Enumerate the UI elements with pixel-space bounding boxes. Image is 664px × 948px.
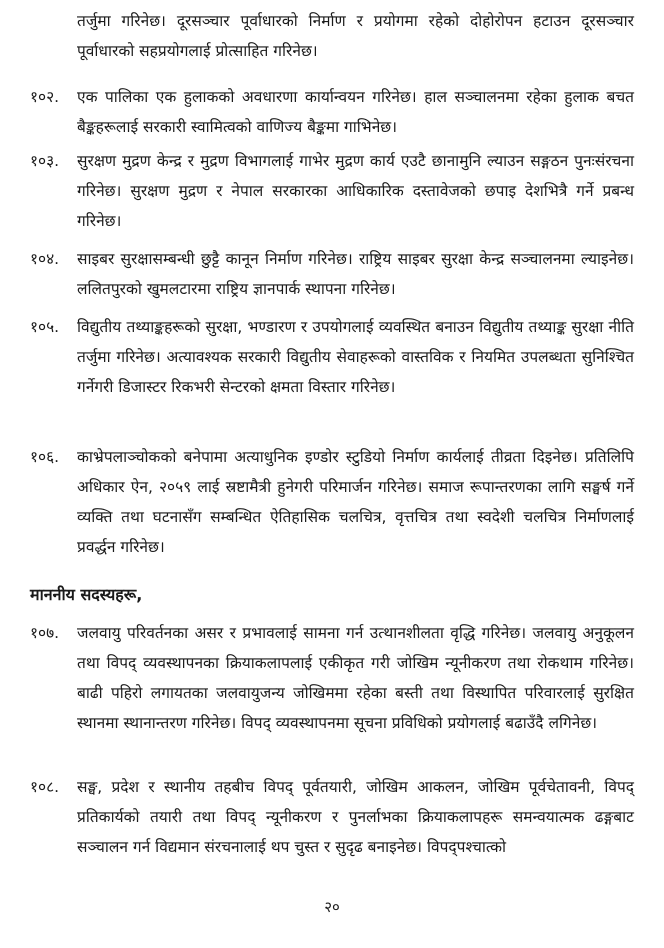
paragraph-102 [30, 82, 634, 142]
paragraph-number: १०२. [30, 88, 60, 106]
paragraph-number: १०५. [30, 318, 60, 336]
paragraph-text: जलवायु परिवर्तनका असर र प्रभावलाई सामना गर्न उत्थानशीलता वृद्धि गरिनेछ। जलवायु अनुकूलन तथा विपद् व्यवस्थापनका क्रियाकलापलाई एकीकृत गरी जोखिम न्यूनीकरण तथा रोकथाम गरिनेछ। बाढी पहिरो लगायतका जलवायुजन्य जोखिममा रहेका बस्ती तथा विस्थापित परिवारलाई सुरक्षित स्थानमा स्थानान्तरण गरिनेछ। विपद् व्यवस्थापनमा सूचना प्रविधिको प्रयोगलाई बढाउँदै लगिनेछ। [77, 624, 634, 732]
paragraph-103 [30, 146, 634, 236]
paragraph-number: १०८. [30, 778, 60, 796]
paragraph-text: एक पालिका एक हुलाकको अवधारणा कार्यान्वयन गरिनेछ। हाल सञ्चालनमा रहेका हुलाक बचत बैङ्कहरूलाई सरकारी स्वामित्वको वाणिज्य बैङ्कमा गाभिनेछ। [77, 88, 634, 136]
paragraph-text: विद्युतीय तथ्याङ्कहरूको सुरक्षा, भण्डारण र उपयोगलाई व्यवस्थित बनाउन विद्युतीय तथ्याङ्क सुरक्षा नीति तर्जुमा गरिनेछ। अत्यावश्यक सरकारी विद्युतीय सेवाहरूको वास्तविक र नियमित उपलब्धता सुनिश्चित गर्नेगरी डिजास्टर रिकभरी सेन्टरको क्षमता विस्तार गरिनेछ। [77, 318, 634, 396]
paragraph-text: सङ्घ, प्रदेश र स्थानीय तहबीच विपद् पूर्वतयारी, जोखिम आकलन, जोखिम पूर्वचेतावनी, विपद् प्रतिकार्यको तयारी तथा विपद् न्यूनीकरण र पुनर्लाभका क्रियाकलापहरू समन्वयात्मक ढङ्गबाट सञ्चालन गर्न विद्यमान संरचनालाई थप चुस्त र सुदृढ बनाइनेछ। विपद्पश्चात्को [77, 778, 634, 856]
paragraph-number: १०७. [30, 624, 60, 642]
paragraph-104 [30, 244, 634, 304]
paragraph-108 [30, 772, 634, 862]
paragraph-number: १०४. [30, 250, 60, 268]
paragraph-105 [30, 312, 634, 402]
paragraph-number: १०३. [30, 152, 60, 170]
page-number: २० [324, 898, 340, 916]
section-heading: माननीय सदस्यहरू, [30, 585, 143, 604]
paragraph-107 [30, 618, 634, 738]
paragraph-text: काभ्रेपलाञ्चोकको बनेपामा अत्याधुनिक इण्डोर स्टुडियो निर्माण कार्यलाई तीव्रता दिइनेछ। प्रतिलिपि अधिकार ऐन, २०५९ लाई स्रष्टामैत्री हुनेगरी परिमार्जन गरिनेछ। समाज रूपान्तरणका लागि सङ्घर्ष गर्ने व्यक्ति तथा घटनासँग सम्बन्धित ऐतिहासिक चलचित्र, वृत्तचित्र तथा स्वदेशी चलचित्र निर्माणलाई प्रवर्द्धन गरिनेछ। [77, 448, 634, 556]
continuation-text: तर्जुमा गरिनेछ। दूरसञ्चार पूर्वाधारको निर्माण र प्रयोगमा रहेको दोहोरोपन हटाउन दूरसञ्चार पूर्वाधारको सहप्रयोगलाई प्रोत्साहित गरिनेछ। [77, 12, 634, 60]
continuation-paragraph [30, 6, 634, 66]
paragraph-number: १०६. [30, 448, 60, 466]
paragraph-text: साइबर सुरक्षासम्बन्धी छुट्टै कानून निर्माण गरिनेछ। राष्ट्रिय साइबर सुरक्षा केन्द्र सञ्चालनमा ल्याइनेछ। ललितपुरको खुमलटारमा राष्ट्रिय ज्ञानपार्क स्थापना गरिनेछ। [77, 250, 634, 298]
paragraph-text: सुरक्षण मुद्रण केन्द्र र मुद्रण विभागलाई गाभेर मुद्रण कार्य एउटै छानामुनि ल्याउन सङ्गठन पुनःसंरचना गरिनेछ। सुरक्षण मुद्रण र नेपाल सरकारका आधिकारिक दस्तावेजको छपाइ देशभित्रै गर्ने प्रबन्ध गरिनेछ। [77, 152, 634, 230]
paragraph-106 [30, 442, 634, 562]
